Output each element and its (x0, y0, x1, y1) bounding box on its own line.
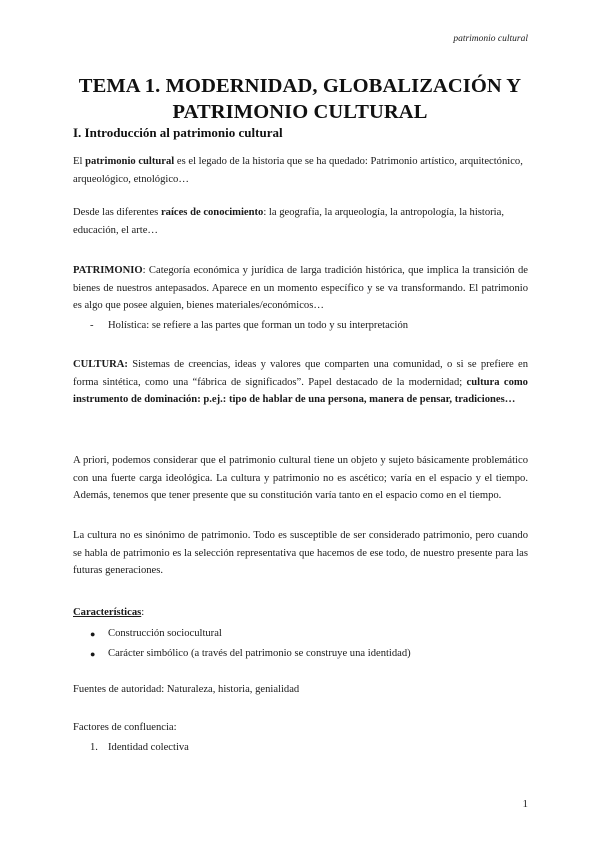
list-item (90, 316, 530, 336)
factores-heading: Factores de confluencia: (73, 722, 177, 733)
bullet-marker: ● (90, 649, 96, 659)
patrimonio-list (90, 316, 530, 336)
intro-paragraph-2 (73, 204, 528, 239)
number-marker: 1. (90, 742, 98, 753)
list-item (90, 738, 530, 758)
intro-p2-post: : la geografía, la arqueología, la antropología, la historia, educación, el arte… (73, 207, 504, 236)
apriori-paragraph-2 (73, 527, 528, 580)
list-item (90, 624, 530, 644)
title-line-1: TEMA 1. MODERNIDAD, GLOBALIZACIÓN Y (78, 75, 522, 97)
factores-heading-line (73, 719, 528, 737)
cultura-definition-text: Sistemas de creencias, ideas y valores que comparten una comunidad, o si se prefiere en forma sintética, como una “fábrica de significados”. Papel destacado de la modernidad; (73, 359, 528, 388)
caracteristicas-heading-line (73, 604, 528, 622)
list-item-text: Identidad colectiva (108, 742, 189, 753)
term-patrimonio-cultural: patrimonio cultural (85, 156, 175, 167)
term-cultura: CULTURA: (73, 359, 128, 370)
list-item (90, 644, 530, 664)
cultura-definition (73, 356, 528, 409)
running-header: patrimonio cultural (453, 34, 528, 44)
factores-list (90, 738, 530, 758)
title-line-2: PATRIMONIO CULTURAL (172, 101, 428, 123)
intro-paragraph-1 (73, 153, 528, 188)
term-raices-conocimiento: raíces de conocimiento (160, 207, 264, 218)
list-item-text: Holística: se refiere a las partes que forman un todo y su interpretación (108, 320, 409, 331)
fuentes-text: Fuentes de autoridad: Naturaleza, historia, genialidad (73, 684, 300, 695)
apriori-p1-text: A priori, podemos considerar que el patrimonio cultural tiene un objeto y sujeto básicamente problemático con una fuerte carga ideológica. La cultura y patrimonio no es ascético; varía en el espacio y el tiempo. Además, tenemos que tener presente que su constitución varía tanto en el espacio como en el tiempo. (73, 455, 528, 501)
apriori-paragraph-1 (73, 452, 528, 505)
cultura-bold-statement: cultura como instrumento de dominación: p.ej.: tipo de hablar de una persona, manera de pensar, tradiciones… (73, 376, 528, 405)
caracteristicas-list (90, 624, 530, 664)
dash-marker: - (90, 320, 94, 331)
caracteristicas-colon: : (141, 607, 145, 618)
list-item-text: Construcción sociocultural (108, 628, 222, 639)
patrimonio-definition (73, 262, 528, 315)
list-item-text: Carácter simbólico (a través del patrimonio se construye una identidad) (108, 648, 411, 659)
caracteristicas-heading: Características (73, 607, 142, 618)
bullet-marker: ● (90, 629, 96, 639)
apriori-p2-text: La cultura no es sinónimo de patrimonio. Todo es susceptible de ser considerado patrimonio, pero cuando se habla de patrimonio es la selección representativa que hacemos de ese todo, de nuestro presente para las futuras generaciones. (73, 530, 528, 576)
fuentes-line (73, 681, 528, 699)
intro-p1-post: es el legado de la historia que se ha quedado: Patrimonio artístico, arquitectónico, arqueológico, etnológico… (73, 156, 523, 185)
document-title (60, 73, 540, 125)
intro-p2-pre: Desde las diferentes (73, 207, 161, 218)
intro-p1-pre: El (73, 156, 86, 167)
page-number: 1 (522, 798, 528, 810)
term-patrimonio: PATRIMONIO (73, 265, 143, 276)
patrimonio-definition-text: : Categoría económica y jurídica de larga tradición histórica, que implica la transición de bienes de nuestros antepasados. Aparece en un momento específico y se va transformando. El patrimonio es algo que posee alguien, bienes materiales/económicos… (73, 265, 528, 311)
section-heading: I. Introducción al patrimonio cultural (73, 125, 283, 140)
